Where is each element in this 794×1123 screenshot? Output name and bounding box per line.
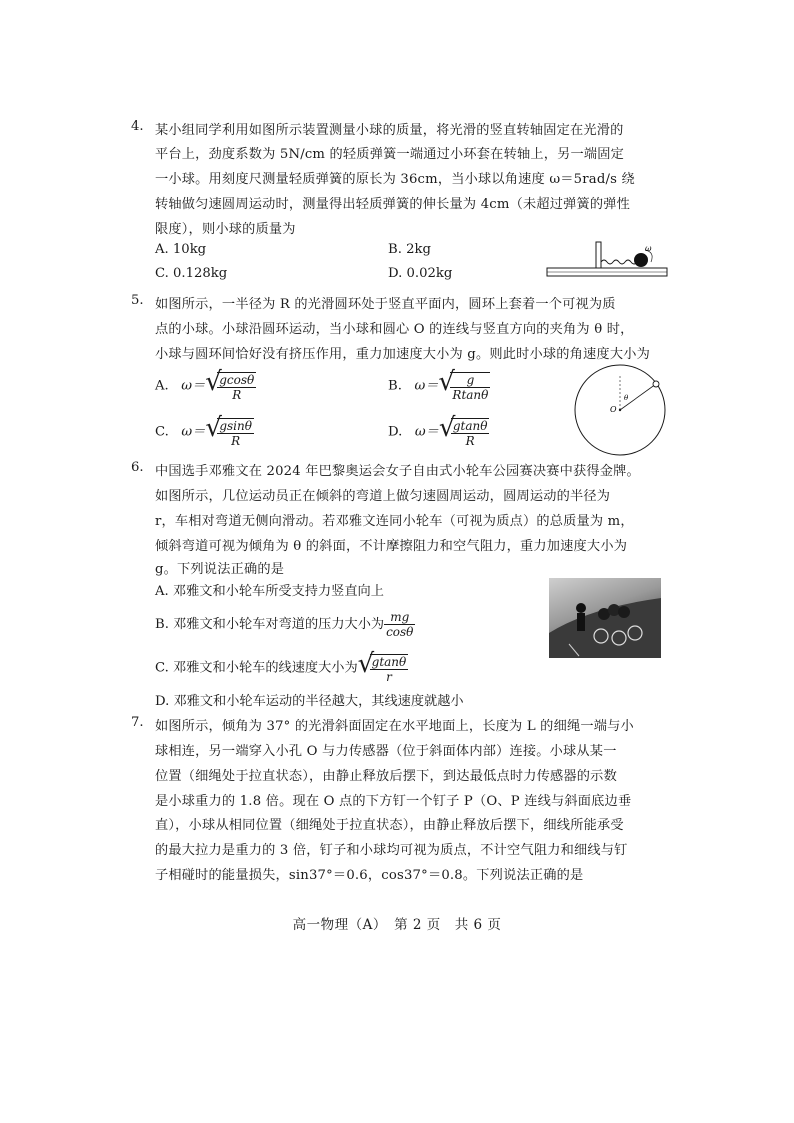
q5-line-2: 点的小球。小球沿圆环运动，当小球和圆心 O 的连线与竖直方向的夹角为 θ 时，: [155, 322, 634, 337]
q5-option-d-lhs: ω＝: [414, 424, 439, 440]
q5-option-b-lhs: ω＝: [414, 378, 439, 394]
q4-omega-label: ω: [645, 244, 652, 253]
q5-option-d-numerator: gtanθ: [452, 419, 488, 433]
q4-spring-apparatus-figure: [545, 240, 670, 280]
q7-line-2: 球相连，另一端穿入小孔 O 与力传感器（位于斜面体内部）连接。小球从某一: [155, 744, 617, 759]
q5-option-a-denominator: R: [217, 387, 256, 402]
q4-number: 4.: [131, 119, 144, 134]
q7-line-6: 的最大拉力是重力的 3 倍，钉子和小球均可视为质点，不计空气阻力和细线与钉: [155, 843, 628, 858]
q5-center-label: O: [610, 405, 617, 414]
q6-option-c-denominator: r: [370, 669, 409, 684]
q4-line-2: 平台上，劲度系数为 5N/cm 的轻质弹簧一端通过小环套在转轴上，另一端固定: [155, 147, 625, 162]
q5-option-a-lhs: ω＝: [181, 378, 206, 394]
q4-option-c: C. 0.128kg: [155, 266, 228, 281]
q6-number: 6.: [131, 460, 144, 475]
q4-line-1: 某小组同学利用如图所示装置测量小球的质量，将光滑的竖直转轴固定在光滑的: [155, 123, 624, 138]
q6-cyclists-photo: [549, 578, 661, 658]
q7-line-3: 位置（细绳处于拉直状态），由静止释放后摆下，到达最低点时力传感器的示数: [155, 769, 617, 784]
q7-line-5: 直），小球从相同位置（细绳处于拉直状态），由静止释放后摆下，细线所能承受: [155, 818, 624, 833]
q5-line-1: 如图所示，一半径为 R 的光滑圆环处于竖直平面内，圆环上套着一个可视为质: [155, 297, 616, 312]
q4-option-a: A. 10kg: [155, 242, 207, 257]
q4-line-5: 限度），则小球的质量为: [155, 222, 296, 237]
q5-option-d-denominator: R: [451, 433, 490, 448]
q4-line-4: 转轴做匀速圆周运动时，测量得出轻质弹簧的伸长量为 4cm（未超过弹簧的弹性: [155, 197, 631, 212]
q5-option-c: C. ω＝ √ $\frac{gsin\theta}{R}$: [155, 413, 252, 448]
q5-option-b-denominator: Rtanθ: [452, 388, 489, 402]
q5-option-c-denominator: R: [217, 433, 254, 448]
q4-line-3: 一小球。用刻度尺测量轻质弹簧的原长为 36cm，当小球以角速度 ω＝5rad/s 绕: [155, 172, 635, 187]
q6-line-1: 中国选手邓雅文在 2024 年巴黎奥运会女子自由式小轮车公园赛决赛中获得金牌。: [155, 464, 640, 479]
q6-line-2: 如图所示，几位运动员正在倾斜的弯道上做匀速圆周运动，圆周运动的半径为: [155, 489, 611, 504]
q5-line-3: 小球与圆环间恰好没有挤压作用，重力加速度大小为 g。则此时小球的角速度大小为: [155, 347, 650, 362]
q6-option-b-denominator: cosθ: [386, 625, 414, 639]
q6-option-c-text: C. 邓雅文和小轮车的线速度大小为: [155, 660, 358, 676]
q5-number: 5.: [131, 293, 144, 308]
q6-line-3: r，车相对弯道无侧向滑动。若邓雅文连同小轮车（可视为质点）的总质量为 m，: [155, 514, 634, 529]
q5-option-c-label: C.: [155, 424, 169, 440]
q5-option-a-label: A.: [155, 378, 169, 394]
q4-option-d: D. 0.02kg: [388, 266, 453, 281]
q6-option-d: D. 邓雅文和小轮车运动的半径越大，其线速度就越小: [155, 694, 464, 709]
q6-option-c: C. 邓雅文和小轮车的线速度大小为 √ $\frac{gtan\theta}{r}$: [155, 649, 407, 684]
q7-number: 7.: [131, 715, 144, 730]
q5-option-a-numerator: gcosθ: [219, 373, 255, 387]
q5-theta-label: θ: [624, 394, 629, 402]
q6-option-b: [155, 610, 415, 639]
q5-ring-figure: [572, 362, 668, 458]
q6-option-b-numerator: mg: [390, 610, 410, 624]
q6-photo-scene: [549, 578, 661, 658]
q6-line-4: 倾斜弯道可视为倾角为 θ 的斜面，不计摩擦阻力和空气阻力，重力加速度大小为: [155, 539, 628, 554]
q5-option-b-label: B.: [388, 378, 402, 394]
q5-option-c-lhs: ω＝: [181, 424, 206, 440]
q7-line-7: 子相碰时的能量损失，sin37°＝0.6，cos37°＝0.8。下列说法正确的是: [155, 868, 584, 883]
q7-line-4: 是小球重力的 1.8 倍。现在 O 点的下方钉一个钉子 P（O、P 连线与斜面底边垂: [155, 794, 632, 809]
q6-line-5: g。下列说法正确的是: [155, 562, 285, 577]
q4-option-b: B. 2kg: [388, 242, 431, 257]
q6-option-c-numerator: gtanθ: [371, 655, 407, 669]
q5-option-d: D. ω＝ √ $\frac{gtan\theta}{R}$: [388, 413, 488, 448]
page-footer: 高一物理（A） 第 2 页 共 6 页: [292, 917, 502, 933]
q5-option-d-label: D.: [388, 424, 403, 440]
q7-line-1: 如图所示，倾角为 37° 的光滑斜面固定在水平地面上，长度为 L 的细绳一端与小: [155, 719, 634, 734]
q6-option-a: A. 邓雅文和小轮车所受支持力竖直向上: [155, 584, 384, 599]
q5-option-c-numerator: gsinθ: [219, 419, 252, 433]
q5-option-a: A. ω＝ √ $\frac{gcos\theta}{R}$: [155, 367, 255, 402]
q5-option-b: B. ω＝ √ $\frac{g}{Rtan\theta}$: [388, 367, 489, 402]
q5-option-b-numerator: g: [466, 373, 475, 387]
q6-option-b-text: B. 邓雅文和小轮车对弯道的压力大小为: [155, 617, 385, 632]
